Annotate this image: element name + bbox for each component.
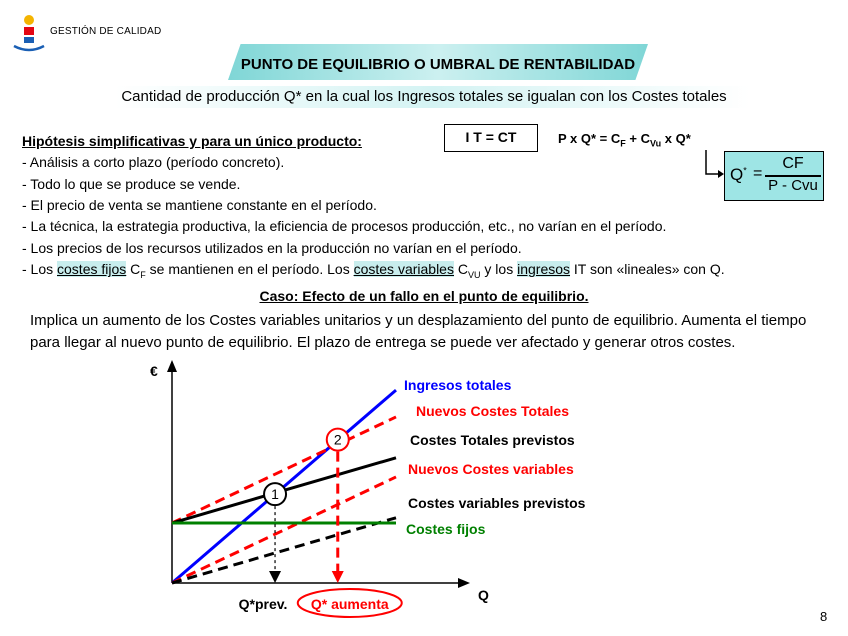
equation-part: x Q* — [661, 131, 691, 146]
text-part: son «lineales» con Q. — [586, 261, 725, 277]
series-label: Ingresos totales — [404, 377, 512, 393]
equation-subscript: Vu — [649, 138, 662, 149]
q-prev-label: Q*prev. — [238, 596, 288, 612]
y-axis-arrow — [167, 360, 177, 372]
hypotheses-heading: Hipótesis simplificativas y para un único producto: — [22, 133, 362, 149]
text-part: - Los — [22, 261, 58, 277]
equation-part: P x Q* = C — [558, 131, 621, 146]
case-text: Implica un aumento de los Costes variables unitarios y un desplazamiento del punto de equilibrio. Aumenta el tiempo para llegar al nuevo punto de equilibrio. El plazo de entrega se puede ver afectado y generar otros costes. — [30, 312, 807, 351]
hypothesis-item: - Los precios de los recursos utilizados en la producción no varían en el período. — [22, 240, 522, 256]
series-label: Nuevos Costes Totales — [416, 403, 570, 419]
variable-costs-term: costes variables — [353, 261, 454, 277]
formula-numerator: CF — [782, 155, 804, 172]
case-title: Caso: Efecto de un fallo en el punto de equilibrio. — [259, 288, 589, 304]
hypothesis-item: - Todo lo que se produce se vende. — [22, 176, 241, 192]
series-line — [172, 518, 396, 583]
variable-costs-symbol: C — [457, 261, 468, 277]
series-label: Nuevos Costes variables — [408, 461, 574, 477]
formula-equals: = — [753, 165, 763, 182]
projection-arrow — [332, 571, 344, 583]
q-aumenta-label: Q* aumenta — [310, 596, 389, 612]
fixed-costs-subscript: F — [140, 269, 146, 280]
x-axis-arrow — [458, 578, 470, 588]
series-label: Costes variables previstos — [408, 495, 586, 511]
text-part: se mantienen en el período. Los — [145, 261, 354, 277]
break-even-number: 2 — [333, 431, 342, 448]
stacked-shapes-logo-icon — [12, 14, 46, 52]
y-axis-label: € — [150, 363, 158, 379]
break-even-formula — [724, 151, 824, 201]
hypothesis-item: - El precio de venta se mantiene constante en el período. — [22, 197, 377, 213]
break-even-number: 1 — [271, 486, 279, 503]
income-term: ingresos — [517, 261, 571, 277]
arrow-icon — [702, 150, 726, 180]
it-equals-ct-box: I T = CT — [444, 124, 538, 152]
x-axis-label: Q — [478, 587, 489, 603]
text-part: y los — [480, 261, 518, 277]
variable-costs-subscript: VU — [468, 269, 481, 280]
fixed-costs-term: costes fijos — [57, 261, 127, 277]
series-line — [172, 417, 396, 523]
hypothesis-item: - Análisis a corto plazo (período concreto). — [22, 154, 285, 170]
formula-lhs-sup: * — [743, 165, 747, 176]
subtitle: Cantidad de producción Q* en la cual los Ingresos totales se igualan con los Costes totales — [121, 88, 727, 105]
page-number: 8 — [820, 609, 828, 624]
projection-arrow — [269, 571, 281, 583]
hypothesis-item: - La técnica, la estrategia productiva, la eficiencia de procesos producción, etc., no varían en el período. — [22, 218, 667, 234]
hypothesis-item-linear — [22, 261, 725, 280]
org-label: GESTIÓN DE CALIDAD — [50, 26, 162, 37]
series-label: Costes Totales previstos — [410, 432, 575, 448]
page-title: PUNTO DE EQUILIBRIO O UMBRAL DE RENTABILIDAD — [240, 56, 636, 73]
break-even-equation — [558, 131, 691, 149]
formula-lhs: Q — [730, 165, 744, 184]
fixed-costs-symbol: C — [130, 261, 141, 277]
series-label: Costes fijos — [406, 521, 486, 537]
income-symbol: IT — [573, 261, 587, 277]
break-even-chart — [0, 355, 848, 636]
equation-part: + C — [625, 131, 650, 146]
equation-subscript: F — [620, 138, 626, 149]
formula-denominator: P - Cvu — [768, 177, 818, 194]
